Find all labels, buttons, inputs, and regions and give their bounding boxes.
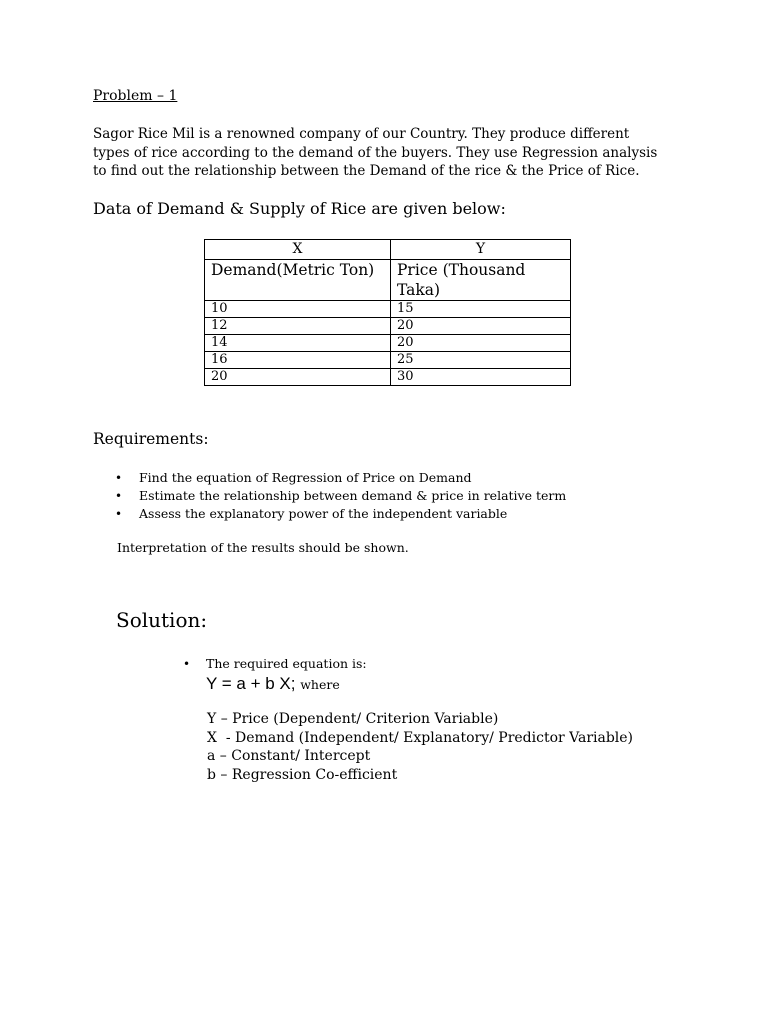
bullet-icon: • xyxy=(115,489,123,503)
price-cell: 20 xyxy=(391,335,571,352)
intro-line-3: to find out the relationship between the Demand of the rice & the Price of Rice. xyxy=(93,163,640,179)
axis-x-label: X xyxy=(205,240,391,260)
intro-line-2: types of rice according to the demand of the buyers. They use Regression analysis xyxy=(93,144,658,161)
price-column-header xyxy=(391,260,571,301)
data-table xyxy=(204,239,571,386)
table-row xyxy=(205,369,571,386)
demand-cell: 20 xyxy=(205,369,391,386)
data-heading: Data of Demand & Supply of Rice are given below: xyxy=(93,199,506,218)
solution-bullet xyxy=(183,656,367,671)
problem-intro xyxy=(93,125,693,181)
demand-column-header: Demand(Metric Ton) xyxy=(205,260,391,301)
demand-cell: 12 xyxy=(205,318,391,335)
table-row xyxy=(205,318,571,335)
definitions-list xyxy=(207,710,633,784)
price-cell: 25 xyxy=(391,352,571,369)
axis-y-label: Y xyxy=(391,240,571,260)
regression-equation xyxy=(206,674,340,694)
requirements-list xyxy=(93,469,693,523)
definition-item: a – Constant/ Intercept xyxy=(207,748,371,764)
requirement-text: Find the equation of Regression of Price on Demand xyxy=(139,470,472,485)
list-item xyxy=(93,469,693,487)
demand-cell: 16 xyxy=(205,352,391,369)
table-row xyxy=(205,352,571,369)
demand-cell: 14 xyxy=(205,335,391,352)
requirements-heading: Requirements: xyxy=(93,430,209,448)
bullet-icon: • xyxy=(115,471,123,485)
axis-row xyxy=(205,240,571,260)
price-cell: 15 xyxy=(391,301,571,318)
interpretation-note: Interpretation of the results should be shown. xyxy=(117,540,409,555)
requirement-text: Estimate the relationship between demand & price in relative term xyxy=(139,488,567,503)
equation-where: where xyxy=(300,677,340,692)
table-row xyxy=(205,335,571,352)
list-item xyxy=(93,487,693,505)
problem-title: Problem – 1 xyxy=(93,88,178,104)
definition-item: Y – Price (Dependent/ Criterion Variable) xyxy=(207,711,499,727)
solution-heading: Solution: xyxy=(116,608,208,632)
equation-text: Y = a + b X; xyxy=(206,674,296,693)
requirement-text: Assess the explanatory power of the independent variable xyxy=(139,506,508,521)
price-cell: 30 xyxy=(391,369,571,386)
intro-line-1: Sagor Rice Mil is a renowned company of our Country. They produce different xyxy=(93,126,630,142)
price-cell: 20 xyxy=(391,318,571,335)
header-row xyxy=(205,260,571,301)
definition-item: X - Demand (Independent/ Explanatory/ Predictor Variable) xyxy=(207,729,634,746)
bullet-icon: • xyxy=(115,507,123,521)
list-item xyxy=(93,505,693,523)
definition-item: b – Regression Co-efficient xyxy=(207,766,398,783)
price-header-line-2: Taka) xyxy=(397,281,441,299)
bullet-icon: • xyxy=(183,657,191,671)
demand-cell: 10 xyxy=(205,301,391,318)
solution-bullet-text: The required equation is: xyxy=(206,656,367,671)
table-row xyxy=(205,301,571,318)
price-header-line-1: Price (Thousand xyxy=(397,261,526,279)
